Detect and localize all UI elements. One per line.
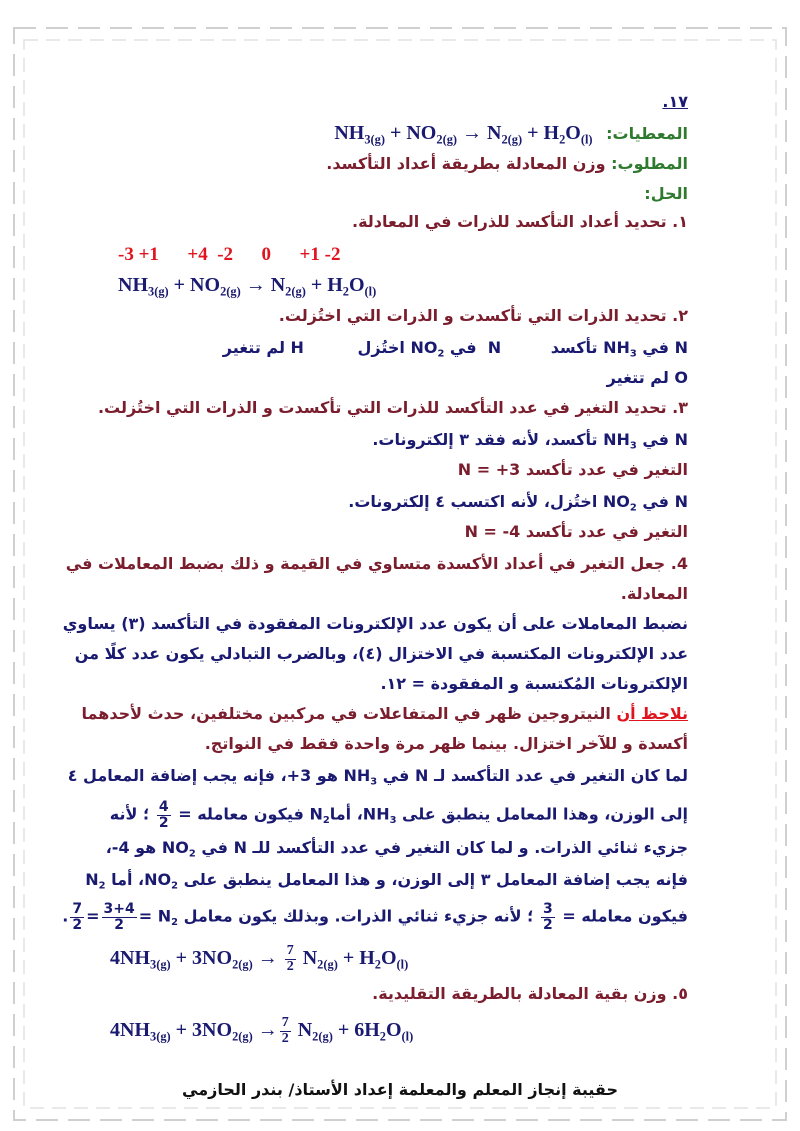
equation-3: $4NH_{3(g)} + 3NO_{2(g)}$ → $\frac{7}{2}$ $N_{2(g)} + 6H_2O_{(l)}$ xyxy=(110,1015,414,1046)
step3-l1: N في $NH_3$ تأكسد، لأنه فقد ٣ إلكترونات. xyxy=(372,430,688,452)
footer-credit: حقيبة إنجاز المعلم والمعلمة إعداد الأستاذ/ بندر الحازمي xyxy=(182,1080,618,1099)
note-word: نلاحظ أن xyxy=(616,704,688,723)
givens-equation: $NH_{3(g)} + NO_{2(g)} \to N_{2(g)} + H_2O_{(l)}$ xyxy=(334,122,593,147)
givens-row xyxy=(110,122,688,147)
step2-line1 xyxy=(110,338,688,359)
step4-l2: المعادلة. xyxy=(620,584,688,603)
para2-l2: إلى الوزن، وهذا المعامل ينطبق على $NH_3،$ أماN$_2$ فيكون معامله = $\frac{4}{2}$ ؛ لأنه xyxy=(109,799,688,831)
para2-l5: فيكون معامله = $\frac{3}{2}$ ؛ لأنه جزيء ثنائي الذرات. وبذلك يكون معامل $N_2$ = $\frac{3+4}{2}$ = $\frac{7}{2}$ . xyxy=(62,901,688,933)
step2-line2: O لم تتغير xyxy=(606,368,688,387)
para1-l1: نضبط المعاملات على أن يكون عدد الإلكترونات المفقودة في التأكسد (٣) يساوي xyxy=(62,614,688,633)
ox-numbers-row xyxy=(110,244,688,266)
step3-l4: التغير في عدد تأكسد N = -4 xyxy=(464,522,688,541)
required-row xyxy=(110,154,688,173)
required-text: وزن المعادلة بطريقة أعداد التأكسد. xyxy=(326,154,606,173)
step4-l1: 4. جعل التغير في أعداد الأكسدة متساوي في القيمة و ذلك بضبط المعاملات في xyxy=(65,554,688,573)
required-label: المطلوب: xyxy=(611,154,688,173)
solution-label: الحل: xyxy=(644,184,688,203)
para1-l2: عدد الإلكترونات المكتسبة في الاختزال (٤)، وبالضرب التبادلي يكون عدد كلًا من xyxy=(74,644,688,663)
para2-l1: لما كان التغير في عدد التأكسد لـ N في $NH_3$ هو 3+، فإنه يجب إضافة المعامل ٤ xyxy=(67,766,688,788)
step2-l1-c: H لم تتغير xyxy=(222,338,304,357)
equation-1: $NH_{3(g)} + NO_{2(g)} \to N_{2(g)} + H_2O_{(l)}$ xyxy=(118,274,377,299)
ox-numbers: -3 +1 +4 -2 0 +1 -2 xyxy=(118,244,341,265)
para1-l3: الإلكترونات المُكتسبة و المفقودة = ١٢. xyxy=(380,674,688,693)
equation-2: $4NH_{3(g)} + 3NO_{2(g)}$ → $\frac{7}{2}$ $N_{2(g)} + H_2O_{(l)}$ xyxy=(110,943,409,974)
step3-l3: N في $NO_2$ اختُزل، لأنه اكتسب ٤ إلكترونات. xyxy=(348,492,688,514)
para2-l4: فإنه يجب إضافة المعامل ٣ إلى الوزن، و هذا المعامل ينطبق على $NO_2،$ أما $N_2$ xyxy=(85,870,688,892)
step2: ٢. تحديد الذرات التي تأكسدت و الذرات التي اختُزلت. xyxy=(278,306,688,325)
note-l1: نلاحظ أن النيتروجين ظهر في المتفاعلات في مركبين مختلفين، حدث لأحدهما xyxy=(81,704,688,723)
givens-label: المعطيات: xyxy=(606,124,688,143)
step3-l2: التغير في عدد تأكسد N = +3 xyxy=(457,460,688,479)
problem-number: ١٧. xyxy=(662,92,688,111)
step2-l1-b: N في $NO_2$ اختُزل xyxy=(357,338,502,360)
note-l2: أكسدة و للآخر اختزال. بينما ظهر مرة واحدة فقط في النواتج. xyxy=(204,734,688,753)
step1: ١. تحديد أعداد التأكسد للذرات في المعادلة. xyxy=(352,212,688,231)
para2-l3: جزيء ثنائي الذرات. و لما كان التغير في عدد التأكسد للـ N في $NO_2$ هو 4-، xyxy=(105,838,688,860)
step2-l1-a: N في $NH_3$ تأكسد xyxy=(550,338,688,360)
step5: ٥. وزن بقية المعادلة بالطريقة التقليدية. xyxy=(372,984,688,1003)
step3: ٣. تحديد التغير في عدد التأكسد للذرات التي تأكسدت و الذرات التي اختُزلت. xyxy=(97,398,688,417)
